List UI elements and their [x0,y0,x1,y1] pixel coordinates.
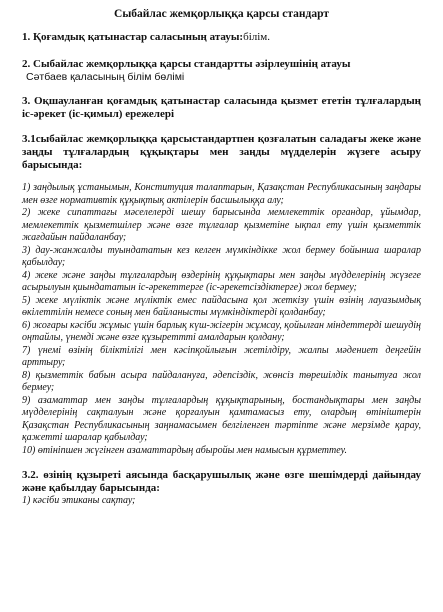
section-3-2-list [22,495,421,508]
list-item: 1) кәсіби этиканы сақтау; [22,495,136,506]
list-item: 9) азаматтар мен заңды тұлғалардың құқықтарының, бостандықтары мен заңды мүдделерінің сақталуын және қорғалуын қамтамасыз ету, олардың өтініштерін Қазақстан Республикасының заңнамасымен белгіленген тәртіпте және мерзімде қарау, қажетті шаралар қабылдау; [22,394,421,443]
list-item: 1) заңдылық ұстанымын, Конституция талаптарын, Қазақстан Республикасының заңдары мен өзге нормативтік құқықтық актілерін басшылыққа алу; [22,182,421,206]
section-3-heading: 3. Оқшауланған қоғамдық қатынастар саласында қызмет ететін тұлғалардың іс-әрекет (іс-қимыл) ережелері [22,95,421,120]
list-item: 2) жеке сипаттағы мәселелерді шешу барысында мемлекеттік органдар, ұйымдар, мемлекеттік қызметшілер және өзге тұлғалар қызметіне ықпал ету үшін қызметтік жағдайын пайдаланбау; [22,207,421,243]
list-item: 7) үнемі өзінің біліктілігі мен кәсіпқойлығын жетілдіру, жалпы мәдениет деңгейін арттыру; [22,344,421,368]
list-item: 10) өтініпшен жүгінген азаматтардың абыройы мен намысын құрметтеу. [22,444,347,456]
list-item: 5) жеке мүліктік және мүліктік емес пайдасына қол жеткізу үшін өзінің лауазымдық өкілеттілін немесе соның мен байланысты мүмкіндіктерді қолданбау; [22,294,421,318]
section-3-1-list [22,182,421,457]
list-item: 4) жеке және заңды тұлғалардың өздерінің құқықтары мен заңды мүдделерінің жүзеге асырылуын қиындататын іс-әрекеттерге (іс-әрекетсіздіктерге) жол бермеу; [22,269,421,293]
section-1-label: 1. Қоғамдық қатынастар саласының атауы: [22,31,244,43]
list-item: 8) қызметтік бабын асыра пайдалануға, әдепсіздік, жөнсіз төрешілдік танытуға жол бермеу; [22,369,421,393]
section-1 [22,31,421,44]
list-item: 6) жоғары кәсіби жұмыс үшін барлық күш-жігерін жұмсау, қойылған міндеттерді шешудің оңтайлы, үнемді және өзге құзыреттті амалдарын қолдану; [22,319,421,343]
section-3-1-heading: 3.1сыбайлас жемқорлыққа қарсыстандартпен қозғалатын саладағы жеке және заңды тұлғалардың құқықтары мен заңды мүдделерін жүзеге асыру барысында: [22,133,421,171]
section-2-value: Сәтбаев қаласының білім бөлімі [26,71,185,83]
section-3-2-heading: 3.2. өзінің құзыреті аясында басқарушылық және өзге шешімдерді дайындау және қабылдау барысында: [22,469,421,494]
list-item: 3) дау-жанжалды туындататын кез келген мүмкіндікке жол бермеу бойынша шаралар қабылдау; [22,244,421,268]
section-2-label: 2. Сыбайлас жемқорлыққа қарсы стандартты әзірлеушінің атауы [22,58,351,70]
document-title: Сыбайлас жемқорлыққа қарсы стандарт [114,8,329,20]
section-1-value: білім. [243,31,271,43]
